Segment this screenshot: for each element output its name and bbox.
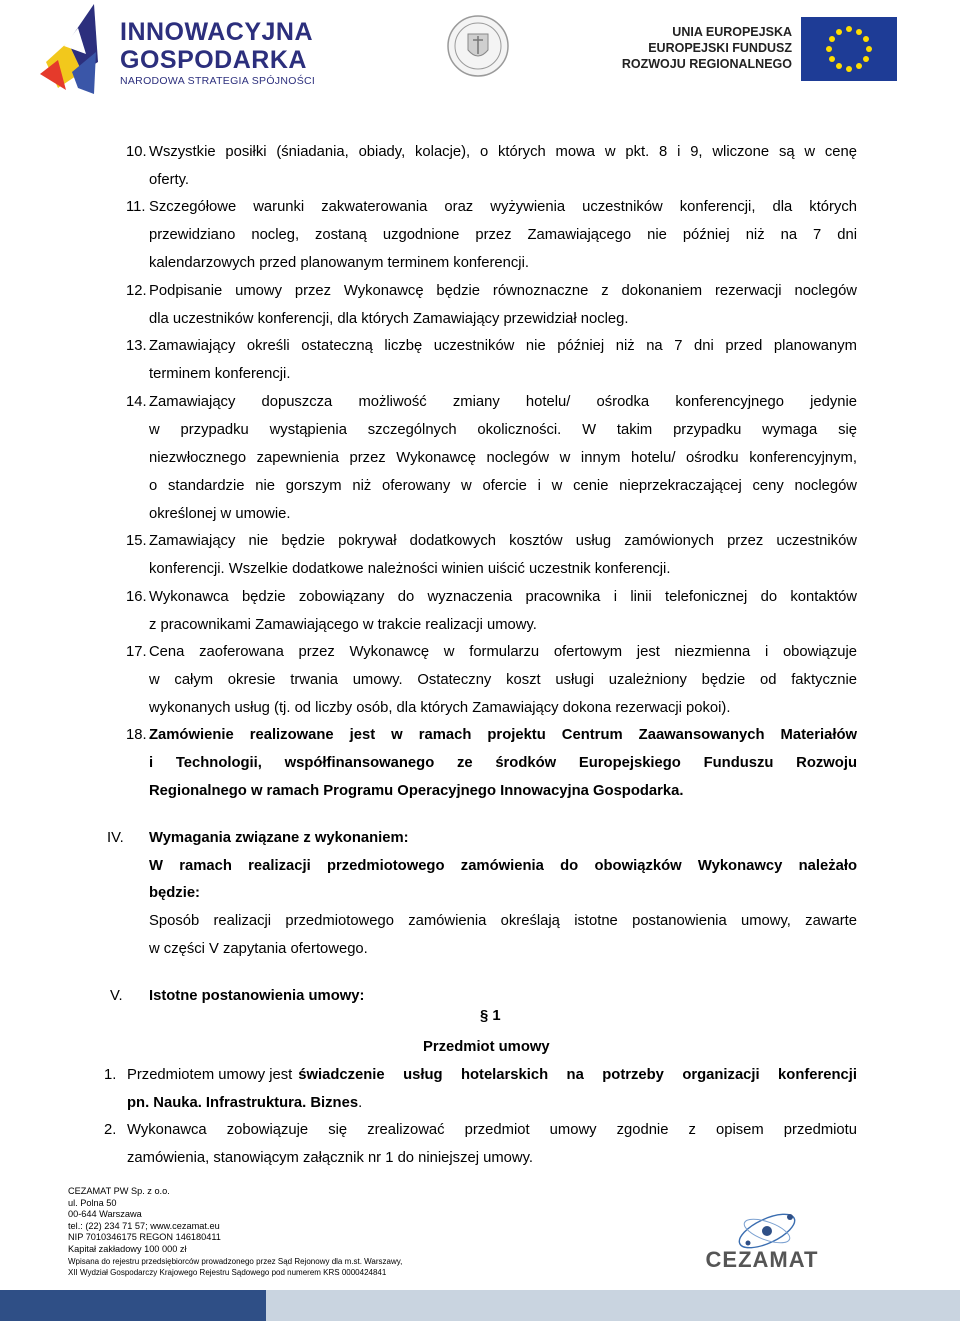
- section-title: Wymagania związane z wykonaniem:: [149, 830, 409, 846]
- clause-line: Wykonawca zobowiązuje się zrealizować przedmiot umowy zgodnie z opisem przedmiotu: [127, 1122, 857, 1138]
- list-item-number: 10.: [126, 144, 147, 160]
- footer-line: Wpisana do rejestru przedsiębiorców prowadzonego przez Sąd Rejonowy dla m.st. Warszawy,: [68, 1256, 403, 1266]
- list-item-line: Zamawiający dopuszcza możliwość zmiany hotelu/ ośrodka konferencyjnego jedynie: [149, 394, 857, 410]
- list-item-line: kalendarzowych przed planowanym terminem konferencji.: [149, 255, 529, 271]
- list-item-line: Zamawiający określi ostateczną liczbę uczestników nie później niż na 7 dni przed planowanym: [149, 338, 857, 354]
- footer-bar-accent: [0, 1290, 266, 1321]
- footer-line: tel.: (22) 234 71 57; www.cezamat.eu: [68, 1220, 220, 1231]
- cezamat-logo-text: CEZAMAT: [705, 1247, 819, 1272]
- clause-line: [127, 1065, 857, 1085]
- footer-line: XII Wydział Gospodarczy Krajowego Rejestru Sądowego pod numerem KRS 0000424841: [68, 1268, 387, 1278]
- list-item-line: niezwłocznego zapewnienia przez Wykonawcę noclegów w innym hotelu/ ośrodku konferencyjnym,: [149, 450, 857, 466]
- section-text: Sposób realizacji przedmiotowego zamówienia określają istotne postanowienia umowy, zawarte: [149, 913, 857, 929]
- footer-line: Kapitał zakładowy 100 000 zł: [68, 1243, 187, 1254]
- list-item-line: Zamawiający nie będzie pokrywał dodatkowych kosztów usług zamówionych przez uczestników: [149, 533, 857, 549]
- company-footer: [68, 1186, 402, 1279]
- section-text: w części V zapytania ofertowego.: [149, 941, 368, 957]
- list-item-line: przewidziano nocleg, zostaną uzgodnione przez Zamawiającego nie później niż na 7 dni: [149, 227, 857, 243]
- list-item-line: Cena zaoferowana przez Wykonawcę w formularzu ofertowym jest niezmienna i obowiązuje: [149, 644, 857, 660]
- eu-flag-icon: [801, 17, 897, 81]
- paragraph-title: Przedmiot umowy: [423, 1039, 550, 1055]
- list-item-line: w całym okresie trwania umowy. Ostateczny koszt usługi uzależniony będzie od faktycznie: [149, 672, 857, 688]
- list-item-number: 17.: [126, 644, 147, 660]
- list-item-number: 15.: [126, 533, 147, 549]
- list-item-number: 18.: [126, 727, 147, 743]
- eu-line1: UNIA EUROPEJSKA: [672, 25, 792, 39]
- list-item-line: Podpisanie umowy przez Wykonawcę będzie równoznaczne z dokonaniem rezerwacji noclegów: [149, 283, 857, 299]
- list-item-line: Zamówienie realizowane jest w ramach projektu Centrum Zaawansowanych Materiałów: [149, 727, 857, 743]
- section-number: IV.: [107, 830, 124, 846]
- clause-number: 1.: [104, 1067, 117, 1083]
- list-item-number: 13.: [126, 338, 147, 354]
- clause-number: 2.: [104, 1122, 117, 1138]
- list-item-number: 11.: [126, 199, 146, 215]
- list-item-line: konferencji. Wszelkie dodatkowe należności winien uiścić uczestnik konferencji.: [149, 561, 671, 577]
- logo-subtitle: NARODOWA STRATEGIA SPÓJNOŚCI: [120, 75, 316, 87]
- eu-line3: ROZWOJU REGIONALNEGO: [621, 57, 792, 71]
- page-header: [0, 0, 960, 100]
- conference-name: pn. Nauka. Infrastruktura. Biznes: [127, 1095, 359, 1111]
- list-item-line: Wykonawca będzie zobowiązany do wyznaczenia pracownika i linii telefonicznej do kontaktów: [149, 589, 857, 605]
- footer-line: 00-644 Warszawa: [68, 1209, 142, 1220]
- logo-title-line2: GOSPODARKA: [120, 46, 307, 74]
- footer-line: ul. Polna 50: [68, 1197, 117, 1208]
- clause-text: Przedmiotem umowy jest: [127, 1067, 293, 1083]
- cezamat-logo: [692, 1205, 832, 1275]
- list-item-line: z pracownikami Zamawiającego w trakcie realizacji umowy.: [149, 617, 537, 633]
- footer-line: NIP 7010346175 REGON 146180411: [68, 1232, 221, 1243]
- list-item-line: w przypadku wystąpienia szczególnych okoliczności. W takim przypadku wymaga się: [149, 422, 857, 438]
- list-item-line: dla uczestników konferencji, dla których Zamawiający przewidział nocleg.: [149, 311, 629, 327]
- paragraph-mark: § 1: [480, 1008, 501, 1024]
- list-item-line: Wszystkie posiłki (śniadania, obiady, kolacje), o których mowa w pkt. 8 i 9, wliczone są w cenę: [149, 144, 857, 160]
- clause-line: [127, 1093, 362, 1113]
- list-item-line: o standardzie nie gorszym niż oferowany w ofercie i w cenie nieprzekraczającej ceny noclegów: [149, 478, 857, 494]
- list-item-number: 16.: [126, 589, 147, 605]
- list-item-line: Szczegółowe warunki zakwaterowania oraz wyżywienia uczestników konferencji, dla których: [149, 199, 857, 215]
- section-title: Istotne postanowienia umowy:: [149, 988, 365, 1004]
- list-item-line: wykonanych usług (tj. od liczby osób, dla których Zamawiający dokona rezerwacji pokoi).: [149, 700, 731, 716]
- university-seal-icon: [446, 14, 510, 78]
- logo-title-line1: INNOWACYJNA: [120, 18, 314, 46]
- clause-end: .: [358, 1095, 363, 1111]
- list-item-line: określonej w umowie.: [149, 506, 291, 522]
- clause-line: zamówienia, stanowiącym załącznik nr 1 do niniejszej umowy.: [127, 1150, 533, 1166]
- section-number: V.: [110, 988, 123, 1004]
- list-item-line: oferty.: [149, 172, 190, 188]
- section-subtitle: W ramach realizacji przedmiotowego zamówienia do obowiązków Wykonawcy należało: [149, 858, 857, 874]
- eu-fund-label: [622, 24, 792, 72]
- footer-line: CEZAMAT PW Sp. z o.o.: [68, 1186, 170, 1196]
- list-item-number: 12.: [126, 283, 147, 299]
- eu-line2: EUROPEJSKI FUNDUSZ: [648, 41, 792, 55]
- clause-bold-text: świadczenie usług hotelarskich na potrzeby organizacji konferencji: [298, 1067, 857, 1083]
- list-item-number: 14.: [126, 394, 147, 410]
- list-item-line: Regionalnego w ramach Programu Operacyjnego Innowacyjna Gospodarka.: [149, 783, 684, 799]
- list-item-line: terminem konferencji.: [149, 366, 291, 382]
- section-subtitle: będzie:: [149, 885, 200, 901]
- list-item-line: i Technologii, współfinansowanego ze środków Europejskiego Funduszu Rozwoju: [149, 755, 857, 771]
